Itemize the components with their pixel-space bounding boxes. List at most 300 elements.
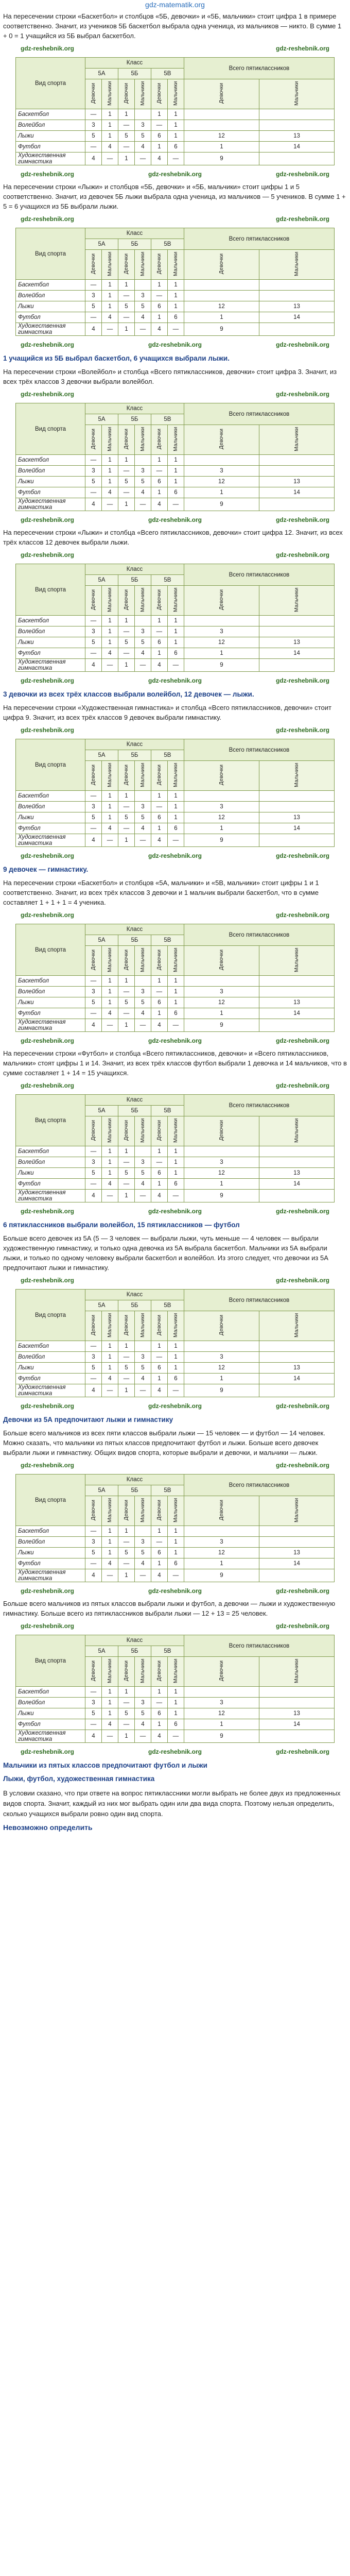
table-header-row [16, 228, 335, 239]
final-answer: Лыжи, футбол, художественная гимнастика [3, 1775, 155, 1783]
header-class: Класс [85, 228, 184, 239]
block-answer: 1 учащийся из 5Б выбрал баскетбол, 6 учащихся выбрали лыжи. [3, 354, 230, 362]
gender-label: Девочки [156, 1660, 163, 1681]
watermark-row [0, 514, 350, 526]
table-cell: 9 [184, 659, 259, 672]
gender-label: Девочки [90, 1120, 97, 1141]
table-cell [184, 791, 259, 802]
header-gender [184, 79, 259, 109]
table-cell [259, 291, 334, 301]
table-cell: 1 [151, 487, 167, 498]
header-class-name: 5А [85, 1300, 118, 1311]
table-cell: 5 [118, 1548, 134, 1558]
header-gender [259, 586, 334, 616]
header-gender [85, 250, 102, 280]
gender-label: Девочки [90, 83, 97, 104]
table-cell [134, 455, 151, 466]
table-cell [134, 109, 151, 120]
table-cell: 1 [101, 616, 118, 626]
header-class: Класс [85, 924, 184, 935]
header-sport: Вид спорта [16, 403, 85, 455]
table-cell: 14 [259, 1719, 334, 1730]
table-cell: 9 [184, 1730, 259, 1743]
table-cell: — [151, 802, 167, 812]
table-row [16, 1146, 335, 1157]
table-cell: 1 [118, 498, 134, 511]
table-cell: 4 [101, 312, 118, 323]
gender-label: Девочки [218, 1500, 225, 1520]
table-cell: 3 [134, 802, 151, 812]
sport-label: Футбол [16, 1374, 85, 1384]
watermark-text: gdz-reshebnik.org [148, 516, 202, 523]
table-wrapper [0, 1094, 350, 1202]
explanation-text: На пересечении строки «Лыжи» и столбцов «5Б, девочки» и «5Б, мальчики» стоит цифры 1 и 5 соответственно. Значит, из девочек 5Б лыжи выбрала одна ученица, из мальчиков — 5 учеников. В сумме 1 + 5 = 6 учащихся из 5Б выбрали лыжи. [3, 183, 346, 210]
block-answer: Девочки из 5А предпочитают лыжи и гимнастику [3, 1416, 173, 1423]
table-cell: 1 [101, 1708, 118, 1719]
header-class-name: 5В [151, 414, 184, 425]
header-sport: Вид спорта [16, 564, 85, 616]
table-cell: 1 [101, 637, 118, 648]
table-cell: 4 [101, 1179, 118, 1190]
header-total: Всего пятиклассников [184, 403, 334, 425]
table-cell: — [118, 823, 134, 834]
gender-label: Мальчики [139, 947, 146, 972]
table-cell [134, 976, 151, 987]
table-cell: 1 [118, 834, 134, 847]
header-gender [151, 1116, 167, 1146]
block-answer: 3 девочки из всех трёх классов выбрали волейбол, 12 девочек — лыжи. [3, 690, 254, 698]
table-cell: 13 [259, 1168, 334, 1179]
header-gender [151, 946, 167, 976]
table-cell: 6 [151, 131, 167, 142]
header-gender [101, 1657, 118, 1687]
gender-label: Мальчики [107, 1313, 113, 1337]
header-gender [134, 586, 151, 616]
table-row [16, 1008, 335, 1019]
table-cell: 4 [151, 323, 167, 336]
header-total: Всего пятиклассников [184, 58, 334, 79]
header-gender [118, 425, 134, 455]
table-row [16, 791, 335, 802]
table-row [16, 802, 335, 812]
table-cell: 9 [184, 498, 259, 511]
watermark-row [0, 850, 350, 861]
table-cell: 1 [184, 1179, 259, 1190]
watermark-text: gdz-reshebnik.org [21, 341, 75, 348]
table-cell: 6 [167, 1008, 184, 1019]
header-class-name: 5А [85, 1106, 118, 1116]
table-cell [259, 280, 334, 291]
header-gender [85, 761, 102, 791]
table-cell: 6 [151, 1548, 167, 1558]
table-cell [259, 1190, 334, 1202]
table-cell: — [101, 1730, 118, 1743]
table-row [16, 812, 335, 823]
gender-label: Мальчики [107, 81, 113, 106]
table-wrapper [0, 228, 350, 336]
table-cell: 4 [101, 1719, 118, 1730]
table-cell [259, 616, 334, 626]
table-row [16, 1019, 335, 1032]
table-cell: — [134, 659, 151, 672]
header-gender [184, 946, 259, 976]
gender-label: Девочки [123, 253, 130, 274]
explanation-text: Больше всего девочек из 5А (5 — 3 человек — выбрали лыжи, чуть меньше — 4 человек — выбрали художественную гимнастику, и только одна девочка из 5А выбрала баскетбол. Мальчики из 5А выбрали лыжи, и только по одному человеку выбрали баскетбол и волейбол. Из этого следует, что девочки из 5А предпочитают лыжи и гимнастику. [3, 1234, 328, 1272]
table-cell: 4 [101, 823, 118, 834]
header-gender [101, 946, 118, 976]
table-cell: — [118, 1157, 134, 1168]
table-row [16, 637, 335, 648]
table-cell: 1 [101, 1157, 118, 1168]
table-cell [184, 1687, 259, 1698]
header-gender [151, 79, 167, 109]
header-gender [134, 1116, 151, 1146]
header-class-name: 5Б [118, 239, 151, 250]
header-gender [184, 586, 259, 616]
header-gender [118, 1657, 134, 1687]
sport-label: Баскетбол [16, 791, 85, 802]
header-total: Всего пятиклассников [184, 1635, 334, 1657]
watermark-text: gdz-reshebnik.org [21, 1462, 75, 1469]
sports-table [15, 1289, 335, 1397]
table-cell: 1 [118, 323, 134, 336]
watermark-row [0, 1400, 350, 1412]
table-cell: — [118, 312, 134, 323]
table-cell: 1 [101, 455, 118, 466]
header-gender [151, 425, 167, 455]
explanation-text: Больше всего мальчиков из пятых классов выбрали лыжи и футбол, а девочки — лыжи и художественную гимнастику. Больше всего из пятиклассников выбрали лыжи — 12 + 13 = 25 человек. [3, 1600, 336, 1617]
gender-label: Мальчики [107, 947, 113, 972]
table-row [16, 1168, 335, 1179]
watermark-text: gdz-reshebnik.org [275, 551, 329, 558]
table-cell: 1 [167, 1146, 184, 1157]
table-cell: 1 [101, 1168, 118, 1179]
gender-label: Девочки [218, 83, 225, 104]
table-cell: — [101, 152, 118, 165]
table-row [16, 312, 335, 323]
table-cell: 9 [184, 1384, 259, 1397]
table-cell [259, 834, 334, 847]
table-cell: 1 [167, 301, 184, 312]
sports-table [15, 924, 335, 1032]
table-cell: 3 [134, 987, 151, 997]
sport-label: Художественная гимнастика [16, 1190, 85, 1202]
header-class: Класс [85, 1475, 184, 1485]
table-cell: 4 [101, 142, 118, 152]
sports-table [15, 1635, 335, 1743]
table-cell: 4 [134, 1374, 151, 1384]
table-row [16, 1352, 335, 1363]
table-cell: — [134, 834, 151, 847]
table-cell: — [167, 152, 184, 165]
table-cell [259, 1157, 334, 1168]
block-answer: 9 девочек — гимнастику. [3, 866, 89, 873]
header-class-name: 5В [151, 1646, 184, 1657]
table-cell: — [101, 1384, 118, 1397]
watermark-row [0, 1460, 350, 1471]
table-cell: 4 [134, 1719, 151, 1730]
sports-table [15, 403, 335, 511]
table-row [16, 987, 335, 997]
table-cell: — [101, 1019, 118, 1032]
table-cell: 1 [167, 120, 184, 131]
table-header-row [16, 1290, 335, 1300]
table-cell: 6 [167, 823, 184, 834]
table-cell: 1 [151, 823, 167, 834]
sport-label: Баскетбол [16, 1146, 85, 1157]
table-cell: — [134, 1190, 151, 1202]
table-cell: — [118, 291, 134, 301]
gender-label: Девочки [156, 1120, 163, 1141]
table-cell: 4 [85, 1190, 102, 1202]
header-gender [118, 761, 134, 791]
watermark-text: gdz-reshebnik.org [148, 677, 202, 684]
table-cell: 4 [85, 323, 102, 336]
table-cell: 1 [167, 1708, 184, 1719]
table-cell: 6 [151, 1363, 167, 1374]
header-class-name: 5Б [118, 1106, 151, 1116]
table-cell: 6 [167, 1179, 184, 1190]
header-gender [259, 1311, 334, 1341]
gender-label: Мальчики [293, 81, 300, 106]
gender-label: Девочки [123, 1315, 130, 1335]
watermark-text: gdz-reshebnik.org [21, 852, 75, 859]
table-row [16, 1687, 335, 1698]
table-cell: 1 [184, 1558, 259, 1569]
table-row [16, 823, 335, 834]
sport-label: Волейбол [16, 1537, 85, 1548]
watermark-text: gdz-reshebnik.org [275, 1208, 329, 1215]
gender-label: Девочки [90, 253, 97, 274]
watermark-row [0, 549, 350, 561]
table-cell: 6 [151, 1168, 167, 1179]
table-row [16, 659, 335, 672]
gender-label: Девочки [218, 1120, 225, 1141]
table-cell: — [118, 1537, 134, 1548]
table-cell: 1 [118, 1341, 134, 1352]
table-cell: 1 [101, 291, 118, 301]
header-class: Класс [85, 739, 184, 750]
header-gender [151, 250, 167, 280]
table-cell: — [118, 120, 134, 131]
table-row [16, 1157, 335, 1168]
table-cell: 1 [167, 455, 184, 466]
table-cell: 13 [259, 301, 334, 312]
table-cell [134, 1526, 151, 1537]
gender-label: Мальчики [293, 427, 300, 451]
watermark-row [0, 675, 350, 686]
header-gender [167, 586, 184, 616]
table-cell: — [85, 109, 102, 120]
table-cell [259, 455, 334, 466]
table-cell: 1 [151, 791, 167, 802]
header-gender [85, 425, 102, 455]
gender-label: Мальчики [139, 587, 146, 612]
watermark-text: gdz-reshebnik.org [275, 1587, 329, 1595]
sports-table [15, 1474, 335, 1582]
table-header-row [16, 403, 335, 414]
table-cell: — [118, 1698, 134, 1708]
gender-label: Мальчики [172, 762, 179, 787]
table-row [16, 1374, 335, 1384]
header-class: Класс [85, 1095, 184, 1106]
watermark-text: gdz-reshebnik.org [275, 1082, 329, 1089]
table-cell: 1 [101, 120, 118, 131]
gender-label: Мальчики [139, 1313, 146, 1337]
sport-label: Волейбол [16, 1352, 85, 1363]
table-cell: 3 [85, 802, 102, 812]
watermark-row [0, 213, 350, 225]
gender-label: Девочки [156, 253, 163, 274]
table-cell: 5 [85, 477, 102, 487]
header-gender [118, 1116, 134, 1146]
watermark-row [0, 168, 350, 180]
table-cell: 5 [85, 1708, 102, 1719]
table-cell: 3 [184, 1157, 259, 1168]
table-cell: 4 [101, 1558, 118, 1569]
header-gender [167, 250, 184, 280]
table-cell: 1 [184, 487, 259, 498]
table-cell: 4 [134, 823, 151, 834]
table-cell: 14 [259, 1558, 334, 1569]
table-row [16, 1698, 335, 1708]
sport-label: Художественная гимнастика [16, 323, 85, 336]
table-cell: — [167, 1569, 184, 1582]
watermark-text: gdz-reshebnik.org [21, 911, 75, 919]
table-cell: — [85, 1526, 102, 1537]
table-cell: 6 [151, 812, 167, 823]
gender-label: Мальчики [293, 947, 300, 972]
header-class-name: 5А [85, 69, 118, 79]
header-gender [259, 1116, 334, 1146]
table-cell: — [85, 1558, 102, 1569]
sport-label: Лыжи [16, 131, 85, 142]
table-cell: — [118, 987, 134, 997]
sport-label: Волейбол [16, 987, 85, 997]
table-cell: — [134, 498, 151, 511]
table-cell: 5 [134, 301, 151, 312]
header-gender [101, 1116, 118, 1146]
table-cell: 4 [151, 152, 167, 165]
gender-label: Девочки [218, 1315, 225, 1335]
header-class-name: 5В [151, 239, 184, 250]
header-gender [134, 79, 151, 109]
table-cell: 1 [151, 1558, 167, 1569]
table-cell: 1 [118, 1730, 134, 1743]
table-cell: 12 [184, 1363, 259, 1374]
gender-label: Девочки [123, 1500, 130, 1520]
sport-label: Лыжи [16, 477, 85, 487]
site-link[interactable]: gdz-matematik.org [145, 1, 205, 9]
gender-label: Девочки [156, 765, 163, 785]
header-sport: Вид спорта [16, 924, 85, 976]
table-cell: 1 [101, 301, 118, 312]
watermark-row [0, 339, 350, 350]
gender-label: Девочки [218, 1660, 225, 1681]
table-cell: 1 [167, 791, 184, 802]
table-cell: 9 [184, 152, 259, 165]
table-row [16, 152, 335, 165]
table-cell: 1 [101, 131, 118, 142]
header-gender [134, 1657, 151, 1687]
sport-label: Художественная гимнастика [16, 659, 85, 672]
table-cell: 4 [151, 1730, 167, 1743]
table-row [16, 1719, 335, 1730]
table-cell: 9 [184, 323, 259, 336]
table-cell: 1 [167, 637, 184, 648]
header-sport: Вид спорта [16, 1095, 85, 1146]
watermark-text: gdz-reshebnik.org [275, 1277, 329, 1284]
table-cell: 4 [85, 1384, 102, 1397]
table-wrapper [0, 564, 350, 672]
table-cell: 4 [85, 152, 102, 165]
table-cell: — [151, 120, 167, 131]
table-cell: 14 [259, 487, 334, 498]
table-row [16, 1363, 335, 1374]
header-gender [118, 946, 134, 976]
header-gender [101, 79, 118, 109]
table-cell: 1 [184, 1008, 259, 1019]
header-class: Класс [85, 403, 184, 414]
gender-label: Девочки [90, 429, 97, 449]
table-cell: 5 [134, 1548, 151, 1558]
explanation-text: На пересечении строки «Баскетбол» и столбцов «5Б, девочки» и «5Б, мальчики» стоит цифра 1 в примере соответственно. Значит, из учеников 5Б баскетбол выбрала одна ученица, из мальчиков — никто. В сумме 1 + 0 = 1 учащийся из 5Б выбрал баскетбол. [3, 12, 342, 40]
header-gender [184, 425, 259, 455]
table-cell: — [85, 616, 102, 626]
gender-label: Девочки [90, 765, 97, 785]
table-cell [134, 791, 151, 802]
table-cell: — [85, 1687, 102, 1698]
table-cell: 4 [151, 659, 167, 672]
header-gender [101, 425, 118, 455]
header-sport: Вид спорта [16, 1290, 85, 1341]
sport-label: Волейбол [16, 1698, 85, 1708]
watermark-text: gdz-reshebnik.org [275, 852, 329, 859]
header-gender [101, 250, 118, 280]
watermark-text: gdz-reshebnik.org [148, 171, 202, 178]
table-cell: 5 [134, 1363, 151, 1374]
table-cell: 4 [101, 1374, 118, 1384]
watermark-row [0, 1620, 350, 1632]
table-cell: 1 [167, 280, 184, 291]
table-row [16, 466, 335, 477]
table-row [16, 1537, 335, 1548]
table-cell: 3 [134, 1698, 151, 1708]
table-cell [259, 1730, 334, 1743]
table-cell: 6 [167, 1374, 184, 1384]
table-cell: 1 [167, 1168, 184, 1179]
table-cell: — [118, 1008, 134, 1019]
header-gender [118, 79, 134, 109]
table-cell: 3 [184, 466, 259, 477]
table-cell: 5 [118, 1168, 134, 1179]
table-cell: — [85, 280, 102, 291]
table-cell: 5 [118, 477, 134, 487]
table-cell: — [118, 487, 134, 498]
gender-label: Девочки [156, 589, 163, 610]
table-cell [134, 616, 151, 626]
table-cell: 1 [167, 976, 184, 987]
table-cell: — [118, 1374, 134, 1384]
watermark-text: gdz-reshebnik.org [148, 1208, 202, 1215]
table-cell: 3 [85, 987, 102, 997]
table-cell: 5 [85, 1168, 102, 1179]
table-cell [259, 976, 334, 987]
table-row [16, 997, 335, 1008]
header-class-name: 5А [85, 935, 118, 946]
table-row [16, 301, 335, 312]
sport-label: Лыжи [16, 637, 85, 648]
